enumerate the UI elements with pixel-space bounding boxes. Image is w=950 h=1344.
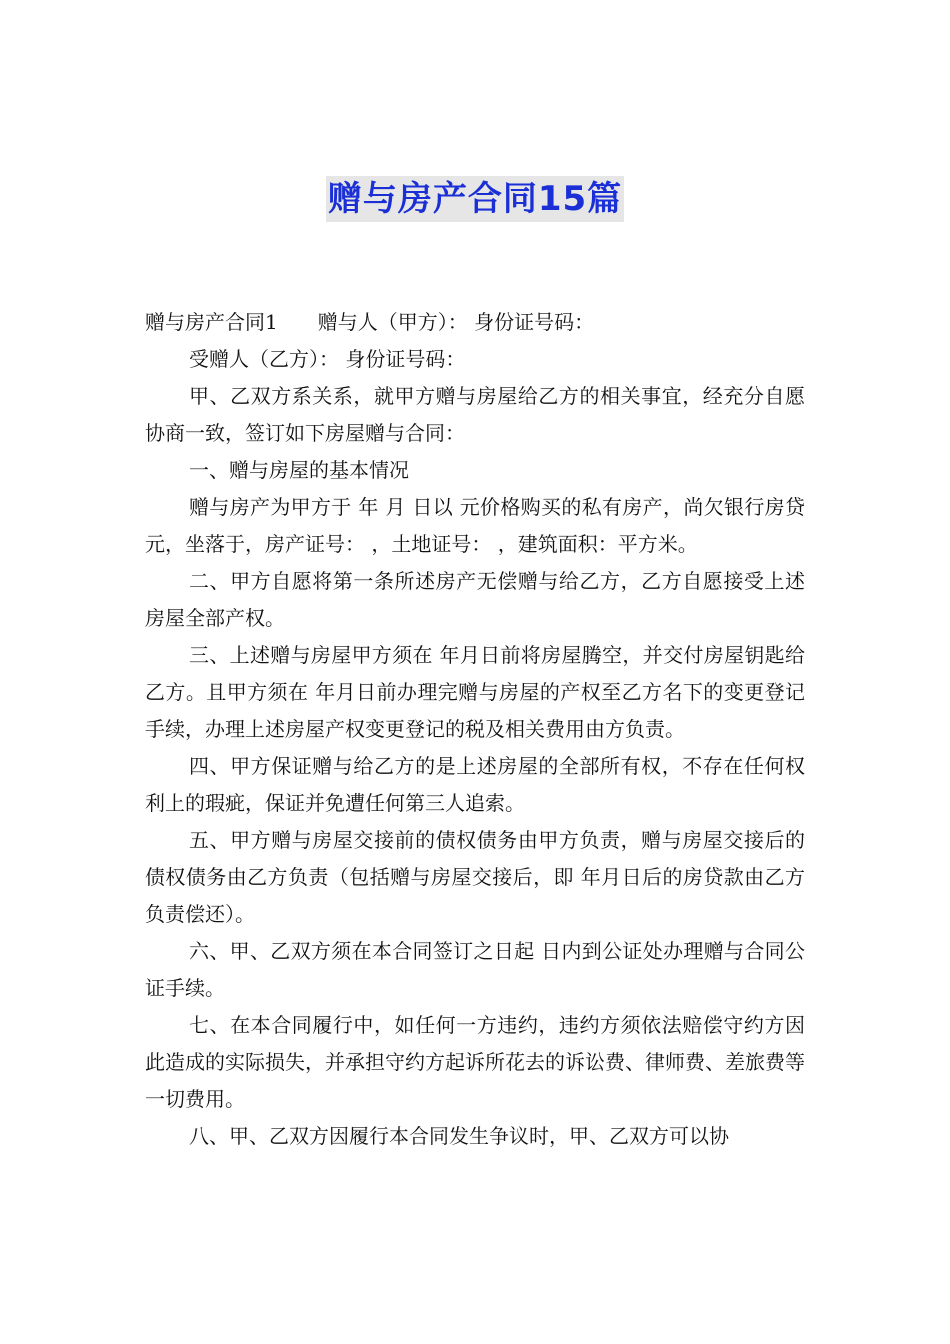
paragraph: 七、在本合同履行中，如任何一方违约，违约方须依法赔偿守约方因此造成的实际损失，并承担守约方起诉所花去的诉讼费、律师费、差旅费等一切费用。 [145, 1013, 805, 1111]
first-line [145, 304, 805, 341]
paragraph: 三、上述赠与房屋甲方须在 年月日前将房屋腾空，并交付房屋钥匙给乙方。且甲方须在 年月日前办理完赠与房屋的产权至乙方名下的变更登记手续，办理上述房屋产权变更登记的税及相关费用由方负责。 [145, 643, 805, 741]
title-wrap [0, 176, 950, 222]
document-body [145, 304, 805, 1155]
paragraph: 受赠人（乙方）： 身份证号码： [189, 347, 466, 371]
section-heading: 一、赠与房屋的基本情况 [189, 458, 409, 482]
contract-heading: 赠与房产合同1 [145, 310, 278, 334]
paragraph: 赠与房产为甲方于 年 月 日以 元价格购买的私有房产，尚欠银行房贷 元，坐落于，房产证号： ，土地证号： ，建筑面积：平方米。 [145, 495, 805, 556]
paragraph: 八、甲、乙双方因履行本合同发生争议时，甲、乙双方可以协 [189, 1124, 729, 1148]
paragraph: 甲、乙双方系关系，就甲方赠与房屋给乙方的相关事宜，经充分自愿协商一致，签订如下房屋赠与合同： [145, 384, 805, 445]
document-title: 赠与房产合同15篇 [326, 176, 624, 222]
paragraph: 五、甲方赠与房屋交接前的债权债务由甲方负责，赠与房屋交接后的债权债务由乙方负责（包括赠与房屋交接后，即 年月日后的房贷款由乙方负责偿还）。 [145, 828, 805, 926]
paragraph: 四、甲方保证赠与给乙方的是上述房屋的全部所有权，不存在任何权利上的瑕疵，保证并免遭任何第三人追索。 [145, 754, 805, 815]
paragraph: 二、甲方自愿将第一条所述房产无偿赠与给乙方，乙方自愿接受上述房屋全部产权。 [145, 569, 805, 630]
paragraph: 六、甲、乙双方须在本合同签订之日起 日内到公证处办理赠与合同公证手续。 [145, 939, 805, 1000]
donor-line: 赠与人（甲方）： 身份证号码： [317, 310, 595, 334]
